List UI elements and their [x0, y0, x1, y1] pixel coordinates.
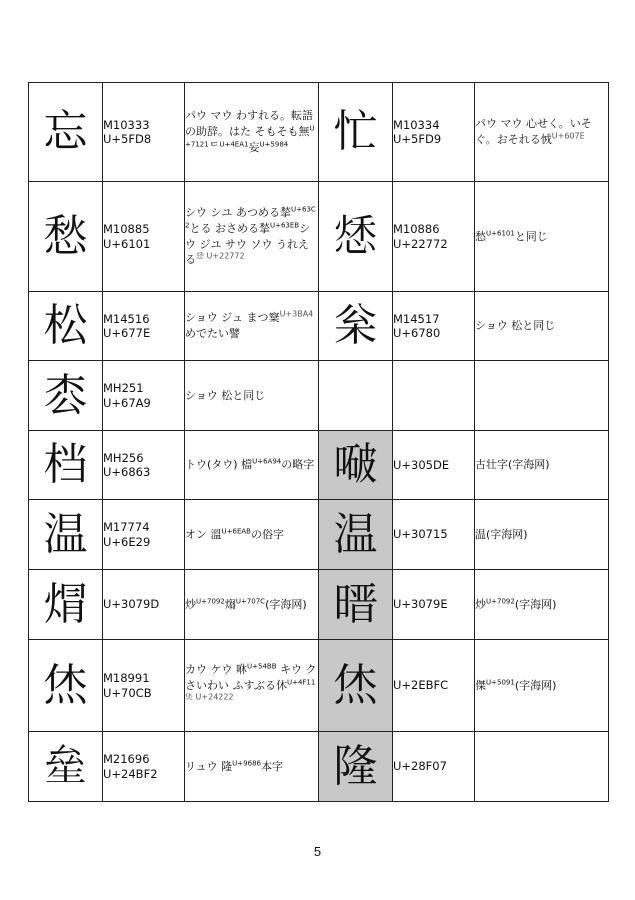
ucode: U+24BF2 [103, 766, 158, 781]
mcode: M10885 [103, 222, 150, 237]
codepoint-superscript: U+4F11 [286, 677, 316, 686]
description-text: トウ(タウ) 檔 [185, 458, 253, 472]
kanji-table [28, 82, 609, 802]
ucode: U+3079E [393, 597, 448, 612]
glyph-cell: 𤯢 [29, 732, 103, 802]
description-text: ショウ 松と同じ [185, 388, 266, 402]
codepoint-superscript: U+6101 [486, 228, 515, 237]
glyph-cell: 温 [319, 500, 393, 570]
table-row [29, 83, 609, 182]
description-cell [475, 292, 609, 361]
code-cell [103, 182, 185, 292]
codepoint-note: 𤈢 U+24222 [185, 692, 234, 702]
code-cell [393, 640, 475, 732]
description-text: (字海网) [265, 597, 307, 611]
description-cell [185, 182, 319, 292]
codepoint-superscript: U+6EAB [221, 526, 251, 535]
ucode: U+6E29 [103, 534, 151, 549]
codepoint-note: 𢝲 U+22772 [196, 251, 245, 261]
codepoint-superscript: U+9686 [232, 758, 261, 767]
codepoint-superscript: U+5984 [259, 140, 289, 149]
description-text: 古壮字(字海网) [475, 458, 550, 472]
codepoint-superscript: U+5091 [486, 677, 515, 686]
ucode: U+3079D [103, 597, 160, 612]
table-row [29, 361, 609, 431]
description-cell [475, 570, 609, 640]
codepoint-superscript: U+63C2 [185, 204, 316, 229]
glyph-cell: 愁 [29, 182, 103, 292]
ucode: U+22772 [393, 236, 448, 251]
code-cell [103, 500, 185, 570]
codepoint-superscript: U+63EB [269, 220, 300, 229]
page-number: 5 [313, 844, 322, 859]
description-cell [475, 640, 609, 732]
description-text: 本字 [260, 759, 283, 773]
description-text: シウ シユ あつめる揫 [185, 205, 291, 219]
description-text: (字海网) [514, 597, 557, 611]
table-row [29, 292, 609, 361]
code-cell [103, 292, 185, 361]
description-text: キウ ク さいわい ふすぶる休 [185, 662, 317, 692]
description-cell [475, 431, 609, 500]
description-text: 炒 [185, 597, 196, 611]
code-cell [393, 292, 475, 361]
code-cell [103, 640, 185, 732]
mcode: M14517 [393, 311, 440, 326]
glyph-cell: 枩 [29, 361, 103, 431]
table-row [29, 500, 609, 570]
code-cell [393, 83, 475, 182]
description-text: シウ ジユ サウ ソウ うれえる [185, 221, 311, 267]
glyph-cell: 温 [29, 500, 103, 570]
description-text: 煼 [224, 597, 236, 611]
glyph-cell: 档 [29, 431, 103, 500]
description-cell [185, 361, 319, 431]
code-cell [103, 83, 185, 182]
description-text: 温(字海网) [475, 527, 528, 541]
table-row [29, 732, 609, 802]
description-cell [185, 570, 319, 640]
mcode: M10886 [393, 222, 440, 237]
code-cell [393, 182, 475, 292]
table-row [29, 640, 609, 732]
description-text: パウ マウ 心せく。いそぐ。おそれる㤜 [475, 117, 592, 146]
ucode: U+677E [103, 326, 151, 340]
empty-cell [475, 361, 609, 431]
ucode: U+2EBFC [393, 678, 449, 693]
glyph-cell: 烋 [319, 640, 393, 732]
ucode: U+5FD8 [103, 132, 152, 146]
mcode: M14516 [103, 311, 150, 326]
ucode: U+28F07 [393, 759, 447, 774]
code-cell [393, 500, 475, 570]
code-cell [103, 732, 185, 802]
description-text: パウ マウ わすれる。転語の助辞。はた そもそも無 [185, 109, 313, 139]
description-text: オン 溫 [185, 527, 222, 541]
description-cell [185, 431, 319, 500]
description-text: 炒 [475, 597, 486, 611]
glyph-cell: 松 [29, 292, 103, 361]
description-text: ᄃ [208, 140, 220, 154]
glyph-cell: 烋 [29, 640, 103, 732]
kanji-table-body [29, 83, 609, 802]
description-cell [185, 640, 319, 732]
empty-cell [393, 361, 475, 431]
glyph-cell: 𢝲 [319, 182, 393, 292]
ucode: U+30715 [393, 527, 448, 542]
description-text: とる おさめる揫 [189, 221, 270, 235]
mcode: M17774 [103, 520, 150, 535]
description-text: の略字 [281, 458, 315, 472]
code-cell [103, 431, 185, 500]
ucode: U+305DE [393, 457, 450, 472]
description-text: リュウ 隆 [185, 759, 233, 773]
table-row [29, 570, 609, 640]
glyph-cell: 隆 [319, 732, 393, 802]
description-text: (字海网) [514, 678, 557, 692]
glyph-cell: 㬐 [319, 570, 393, 640]
description-text: ショウ ジュ まつ㮤 [185, 311, 280, 325]
code-cell [103, 570, 185, 640]
description-cell [475, 182, 609, 292]
empty-cell [319, 361, 393, 431]
table-row [29, 431, 609, 500]
code-cell [393, 732, 475, 802]
code-cell [393, 431, 475, 500]
code-cell [103, 361, 185, 431]
glyph-cell: 忙 [319, 83, 393, 182]
mcode: M18991 [103, 671, 150, 686]
description-text: ショウ 松と同じ [475, 319, 556, 333]
codepoint-superscript: U+4EA1 [219, 140, 249, 149]
description-text: 傑 [475, 678, 486, 692]
description-text: カウ ケウ 咻 [185, 662, 247, 676]
glyph-cell: 枀 [319, 292, 393, 361]
description-cell [185, 732, 319, 802]
ucode: U+5FD9 [393, 132, 442, 146]
description-cell [475, 83, 609, 182]
description-text: 妄 [248, 140, 260, 154]
mcode: MH251 [103, 381, 144, 396]
description-text: 愁 [475, 229, 486, 243]
codepoint-superscript: U+7092 [196, 596, 225, 605]
glyph-cell: 㗞 [319, 431, 393, 500]
ucode: U+6863 [103, 465, 151, 479]
description-cell [185, 292, 319, 361]
description-cell [475, 500, 609, 570]
table-row [29, 182, 609, 292]
glyph-cell: 忘 [29, 83, 103, 182]
ucode: U+70CB [103, 685, 152, 700]
ucode: U+67A9 [103, 395, 151, 410]
description-cell [185, 83, 319, 182]
mcode: M10334 [393, 117, 440, 132]
codepoint-superscript: U+6A94 [252, 457, 282, 466]
codepoint-note: U+607E [551, 131, 585, 141]
mcode: M10333 [103, 117, 150, 132]
mcode: MH256 [103, 450, 144, 465]
codepoint-superscript: U+7121 [185, 124, 315, 149]
glyph-cell: 焨 [29, 570, 103, 640]
mcode: M21696 [103, 752, 150, 767]
codepoint-superscript: U+54BB [247, 661, 277, 670]
description-cell [185, 500, 319, 570]
description-text: と同じ [514, 229, 548, 243]
description-cell [475, 732, 609, 802]
description-text: の俗字 [250, 527, 284, 541]
codepoint-note: U+3BA4 [279, 309, 314, 319]
ucode: U+6101 [103, 236, 151, 251]
codepoint-superscript: U+707C [235, 596, 266, 605]
ucode: U+6780 [393, 326, 441, 340]
code-cell [393, 570, 475, 640]
codepoint-superscript: U+7092 [486, 596, 515, 605]
description-text: めでたい譬 [185, 327, 240, 340]
